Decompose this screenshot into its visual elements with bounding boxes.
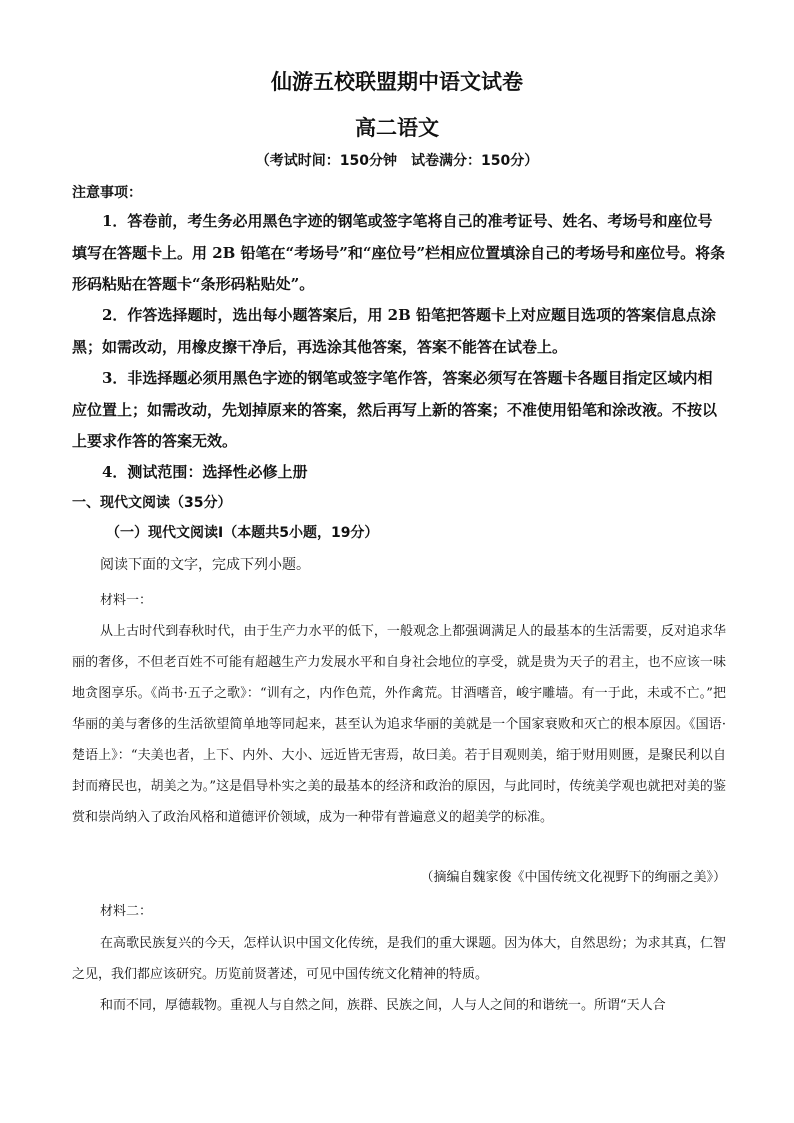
notice-item-4: 4．测试范围：选择性必修上册 xyxy=(102,463,308,481)
notice-item-1: 1．答卷前，考生务必用黑色字迹的钢笔或签字笔将自己的准考证号、姓名、考场号和座位号填写在答题卡上。用 2B 铅笔在“考场号”和“座位号”栏相应位置填涂自己的考场号和座位号。将条形码粘贴在答题卡“条形码粘贴处”。 xyxy=(72,212,726,293)
reading-instruction: 阅读下面的文字，完成下列小题。 xyxy=(100,557,310,573)
material-2-paragraph-2: 和而不同，厚德载物。重视人与自然之间，族群、民族之间，人与人之间的和谐统一。所谓“天人合 xyxy=(100,998,666,1013)
notice-item-2: 2．作答选择题时，选出每小题答案后，用 2B 铅笔把答题卡上对应题目选项的答案信息点涂黑；如需改动，用橡皮擦干净后，再选涂其他答案，答案不能答在试卷上。 xyxy=(72,306,717,356)
notice-heading: 注意事项： xyxy=(72,185,142,201)
material-1-source: （摘编自魏家俊《中国传统文化视野下的绚丽之美》） xyxy=(420,870,726,885)
material-2-label: 材料二： xyxy=(100,904,153,919)
notice-item-3: 3．非选择题必须用黑色字迹的钢笔或签字笔作答，答案必须写在答题卡各题目指定区域内相应位置上；如需改动，先划掉原来的答案，然后再写上新的答案；不准使用铅笔和涂改液。不按以上要求作答的答案无效。 xyxy=(72,369,718,450)
exam-subtitle: 高二语文 xyxy=(355,116,439,140)
exam-info: （考试时间：150分钟 试卷满分：150分） xyxy=(255,153,539,169)
material-1-text: 从上古时代到春秋时代，由于生产力水平的低下，一般观念上都强调满足人的最基本的生活需要，反对追求华丽的奢侈，不但老百姓不可能有超越生产力发展水平和自身社会地位的享受，就是贵为天子的君主，也不应该一味地贪图享乐。《尚书·五子之歌》：“训有之，内作色荒，外作禽荒。甘酒嗜音，峻宇雕墙。有一于此，未或不亡。”把华丽的美与奢侈的生活欲望简单地等同起来，甚至认为追求华丽的美就是一个国家衰败和灭亡的根本原因。《国语·楚语上》：“夫美也者，上下、内外、大小、远近皆无害焉，故曰美。若于目观则美，缩于财用则匮，是聚民利以自封而瘠民也，胡美之为。”这是倡导朴实之美的最基本的经济和政治的原因，与此同时，传统美学观也就把对美的鉴赏和崇尚纳入了政治风格和道德评价领域，成为一种带有普遍意义的超美学的标准。 xyxy=(72,624,726,825)
section-heading: 一、现代文阅读（35分） xyxy=(72,495,232,511)
material-2-paragraph-1: 在高歌民族复兴的今天，怎样认识中国文化传统，是我们的重大课题。因为体大，自然思纷；为求其真，仁智之见，我们都应该研究。历览前贤著述，可见中国传统文化精神的特质。 xyxy=(72,936,726,982)
exam-title: 仙游五校联盟期中语文试卷 xyxy=(271,70,523,94)
section-subheading: （一）现代文阅读Ⅰ（本题共5小题，19分） xyxy=(106,525,379,541)
material-1-label: 材料一： xyxy=(100,593,153,608)
